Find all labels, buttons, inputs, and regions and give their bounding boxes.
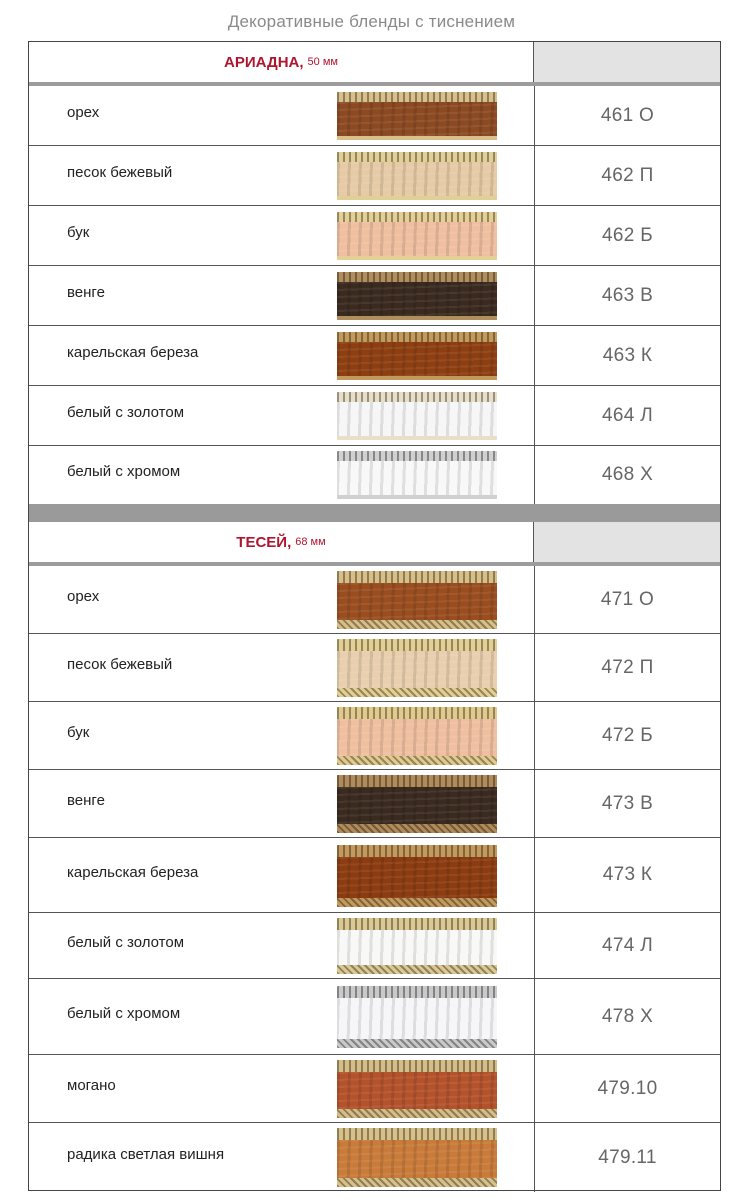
article-code: 461 О (534, 86, 720, 145)
rope-band (337, 824, 497, 833)
series-size: 50 мм (307, 56, 338, 68)
finish-swatch (337, 639, 497, 697)
series-name: АРИАДНА, (224, 53, 304, 71)
rope-band (337, 495, 497, 499)
table-row (29, 86, 720, 146)
ornament-band (337, 775, 497, 787)
article-code: 479.10 (534, 1055, 720, 1122)
color-name: песок бежевый (67, 656, 173, 673)
catalog-table (28, 41, 721, 1191)
series-size: 68 мм (295, 536, 326, 548)
series-title (29, 522, 534, 562)
wood-texture (337, 1072, 497, 1109)
ornament-band (337, 272, 497, 282)
article-code: 479.11 (534, 1123, 720, 1192)
ornament-band (337, 451, 497, 461)
finish-swatch (337, 92, 497, 140)
wood-texture (337, 402, 497, 436)
finish-swatch (337, 1060, 497, 1118)
color-name: карельская береза (67, 864, 199, 881)
article-code: 473 В (534, 770, 720, 837)
color-name: венге (67, 284, 105, 301)
article-code: 463 В (534, 266, 720, 325)
article-code: 462 П (534, 146, 720, 205)
ornament-band (337, 918, 497, 930)
color-name: карельская береза (67, 344, 199, 361)
table-row (29, 386, 720, 446)
finish-swatch (337, 986, 497, 1048)
ornament-band (337, 845, 497, 857)
wood-texture (337, 102, 497, 136)
color-name: бук (67, 224, 90, 241)
ornament-band (337, 986, 497, 998)
ornament-band (337, 212, 497, 222)
color-name: белый с золотом (67, 404, 185, 421)
article-code: 464 Л (534, 386, 720, 445)
ornament-band (337, 1128, 497, 1140)
color-name: венге (67, 792, 105, 809)
finish-swatch (337, 707, 497, 765)
article-code: 472 П (534, 634, 720, 701)
finish-swatch (337, 918, 497, 974)
rope-band (337, 688, 497, 697)
article-code: 463 К (534, 326, 720, 385)
wood-texture (337, 222, 497, 256)
table-row (29, 446, 720, 504)
table-row (29, 913, 720, 979)
finish-swatch (337, 775, 497, 833)
rope-band (337, 1039, 497, 1048)
finish-swatch (337, 272, 497, 320)
ornament-band (337, 639, 497, 651)
table-row (29, 266, 720, 326)
table-row (29, 1123, 720, 1192)
article-code: 478 Х (534, 979, 720, 1054)
color-name: бук (67, 724, 90, 741)
article-code: 468 Х (534, 446, 720, 504)
rope-band (337, 898, 497, 907)
article-code: 462 Б (534, 206, 720, 265)
wood-texture (337, 651, 497, 688)
article-code: 471 О (534, 566, 720, 633)
table-row (29, 770, 720, 838)
ornament-band (337, 707, 497, 719)
wood-texture (337, 1140, 497, 1178)
table-row (29, 979, 720, 1055)
section-header-tesei (29, 522, 720, 562)
ornament-band (337, 332, 497, 342)
ornament-band (337, 1060, 497, 1072)
table-row (29, 566, 720, 634)
rope-band (337, 316, 497, 320)
table-row (29, 634, 720, 702)
color-name: белый с золотом (67, 934, 185, 951)
ornament-band (337, 392, 497, 402)
finish-swatch (337, 212, 497, 260)
table-row (29, 146, 720, 206)
color-name: орех (67, 588, 100, 605)
page-title: Декоративные бленды с тиснением (227, 12, 516, 31)
section-header-ariadna (29, 42, 720, 82)
wood-texture (337, 719, 497, 756)
rope-band (337, 436, 497, 440)
wood-texture (337, 461, 497, 495)
series-name: ТЕСЕЙ, (236, 533, 292, 551)
color-name: белый с хромом (67, 463, 181, 480)
article-code: 473 К (534, 838, 720, 912)
finish-swatch (337, 571, 497, 629)
wood-texture (337, 787, 497, 824)
ornament-band (337, 571, 497, 583)
finish-swatch (337, 332, 497, 380)
color-name: песок бежевый (67, 164, 173, 181)
rope-band (337, 196, 497, 200)
finish-swatch (337, 152, 497, 200)
finish-swatch (337, 392, 497, 440)
rope-band (337, 376, 497, 380)
table-row (29, 206, 720, 266)
rope-band (337, 620, 497, 629)
ornament-band (337, 92, 497, 102)
table-row (29, 702, 720, 770)
finish-swatch (337, 845, 497, 907)
color-name: белый с хромом (67, 1005, 181, 1022)
ornament-band (337, 152, 497, 162)
rope-band (337, 1178, 497, 1187)
rope-band (337, 256, 497, 260)
wood-texture (337, 162, 497, 196)
color-name: орех (67, 104, 100, 121)
rope-band (337, 1109, 497, 1118)
wood-texture (337, 282, 497, 316)
wood-texture (337, 342, 497, 376)
article-code: 474 Л (534, 913, 720, 978)
wood-texture (337, 857, 497, 898)
color-name: могано (67, 1077, 116, 1094)
wood-texture (337, 930, 497, 965)
rope-band (337, 965, 497, 974)
rope-band (337, 136, 497, 140)
article-code: 472 Б (534, 702, 720, 769)
color-name: радика светлая вишня (67, 1146, 225, 1163)
code-column-header (534, 522, 720, 562)
table-row (29, 838, 720, 913)
code-column-header (534, 42, 720, 82)
finish-swatch (337, 1128, 497, 1187)
series-title (29, 42, 534, 82)
section-separator (29, 504, 720, 522)
rope-band (337, 756, 497, 765)
finish-swatch (337, 451, 497, 499)
wood-texture (337, 998, 497, 1039)
wood-texture (337, 583, 497, 620)
table-row (29, 326, 720, 386)
table-row (29, 1055, 720, 1123)
